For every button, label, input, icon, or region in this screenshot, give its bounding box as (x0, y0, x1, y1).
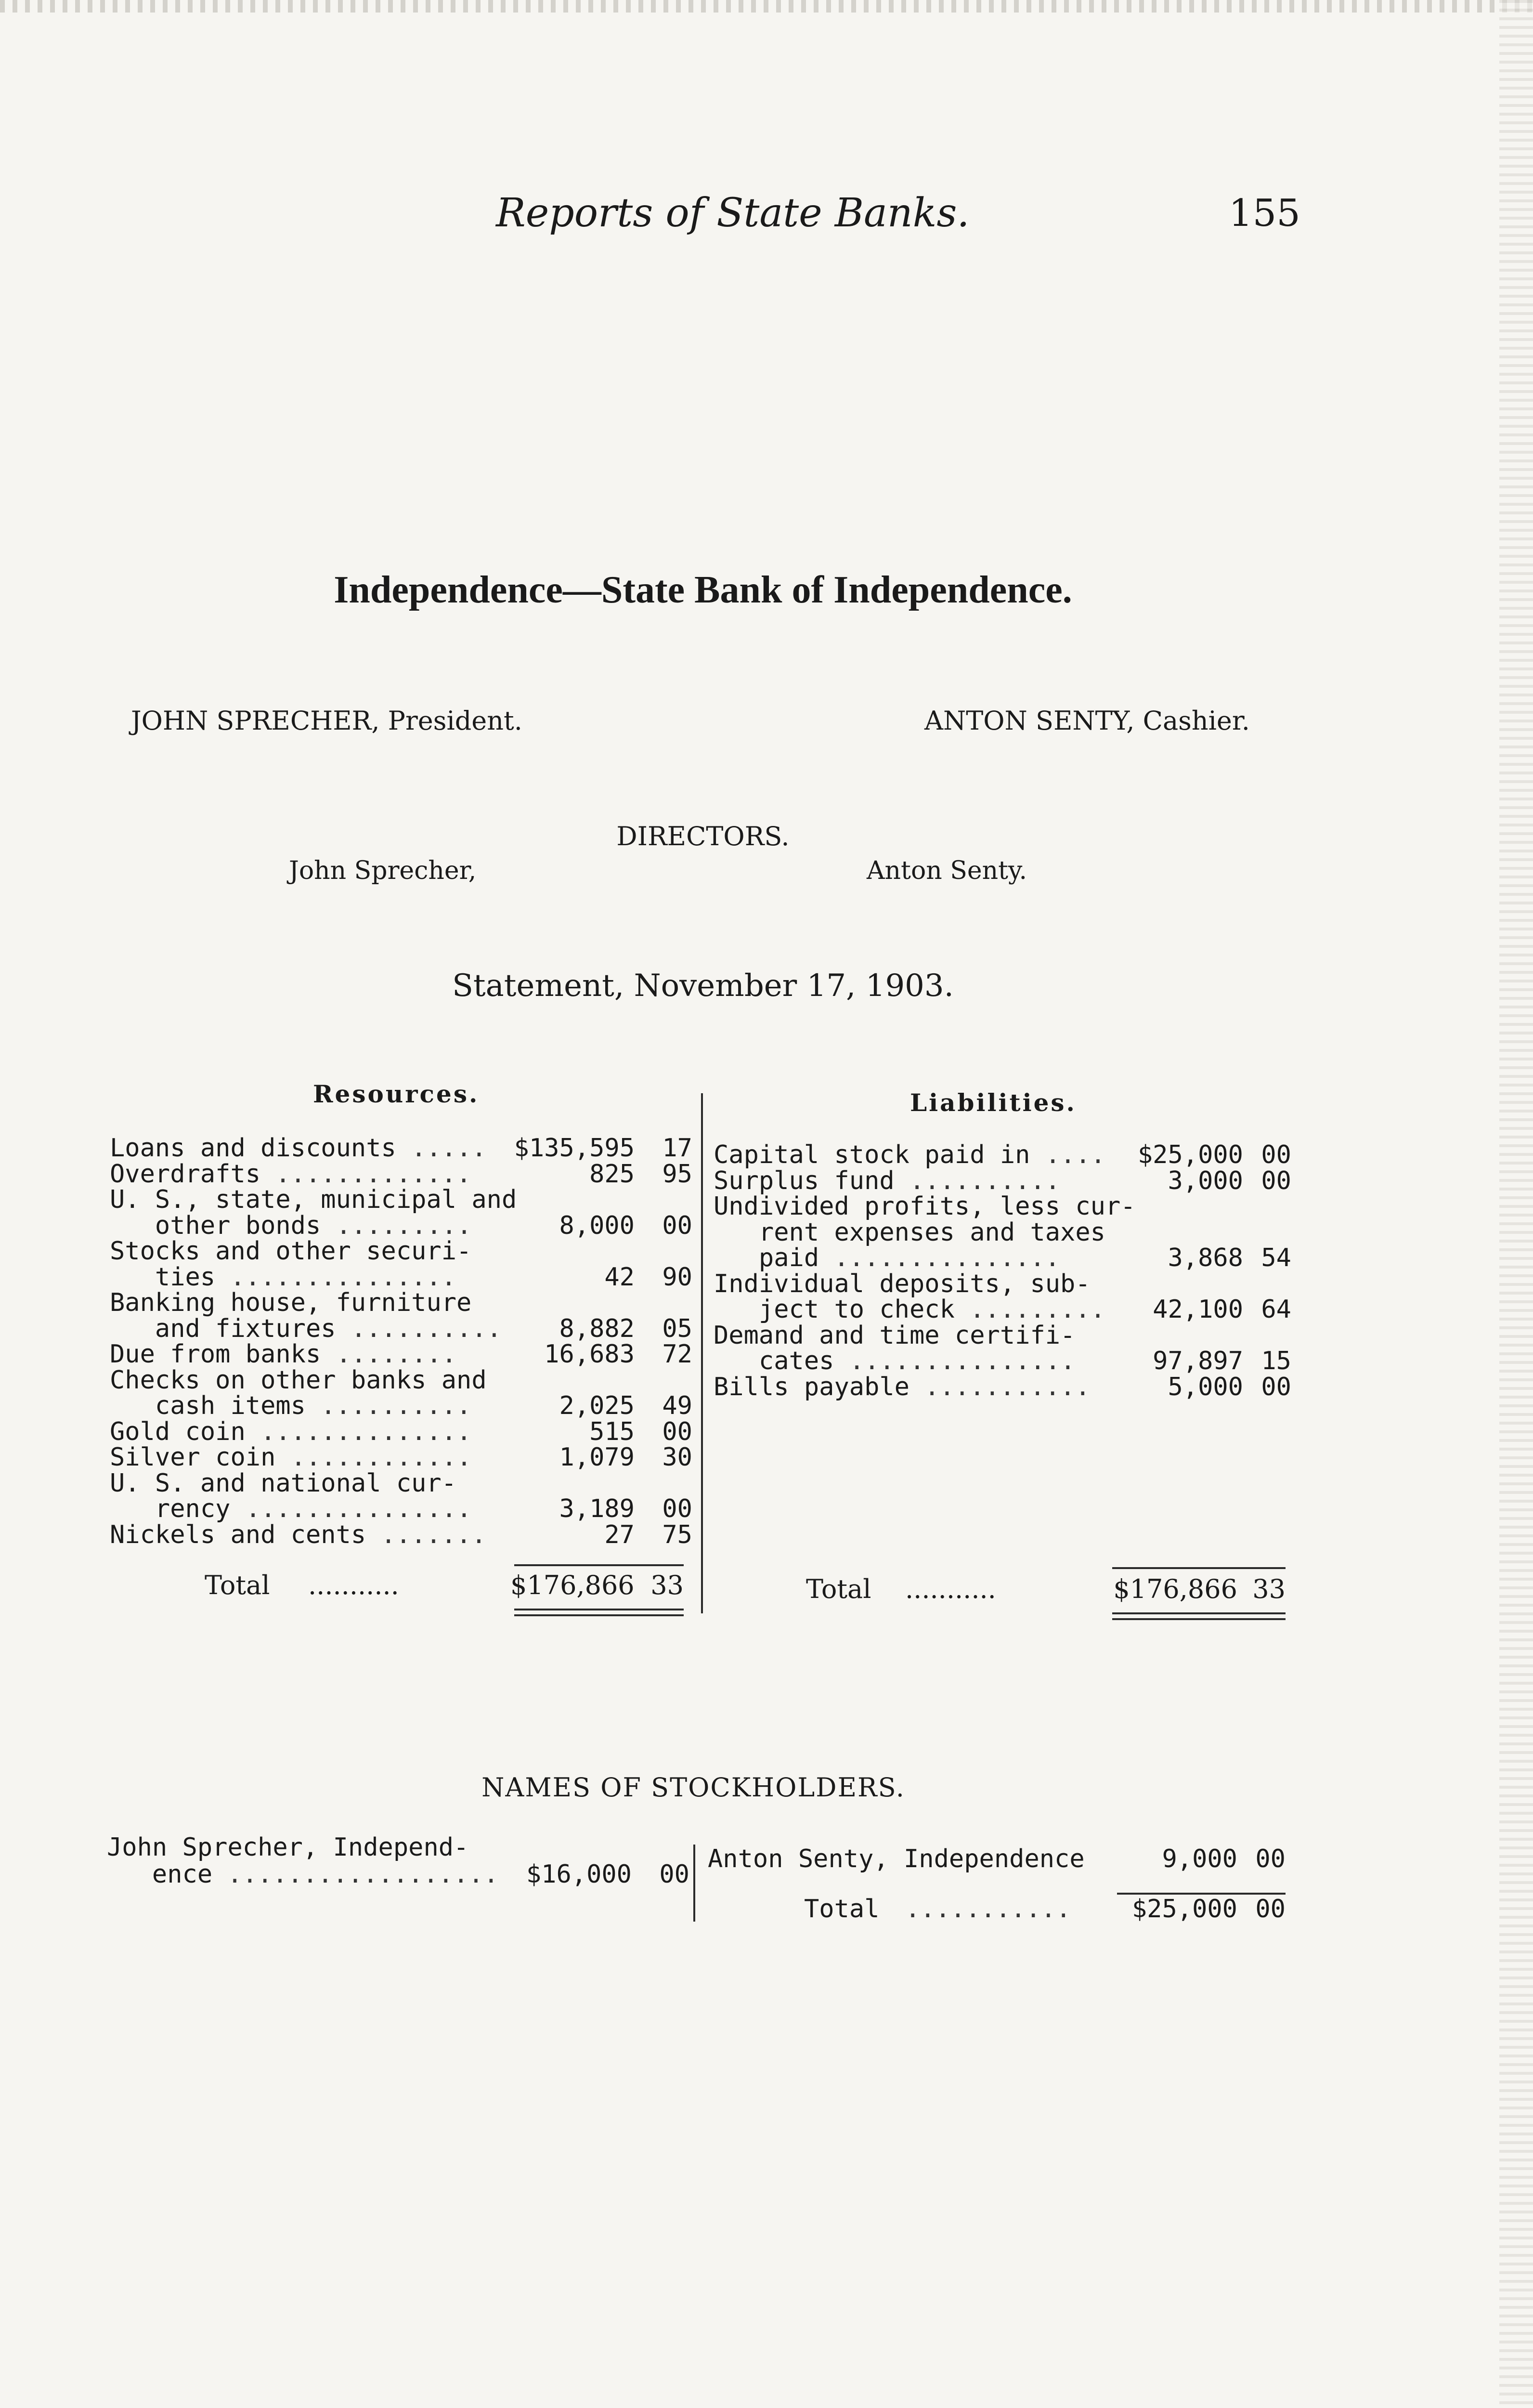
leader-dots: ............... (246, 1496, 472, 1522)
total-rule (1112, 1567, 1286, 1569)
row-amount: $135,595 (514, 1134, 635, 1163)
table-row (110, 1393, 702, 1419)
stockholder-name-cont: ence (107, 1860, 213, 1889)
table-row (110, 1522, 702, 1548)
row-amount: 97,897 (1153, 1347, 1243, 1375)
row-amount: 3,868 (1168, 1243, 1243, 1272)
row-cents: 72 (662, 1340, 692, 1369)
row-label: cates (714, 1347, 834, 1375)
president: JOHN SPRECHER, President. (131, 706, 522, 736)
row-label: ject to check (714, 1295, 955, 1324)
table-row (714, 1217, 1311, 1247)
row-label: Undivided profits, less cur- (714, 1192, 1136, 1221)
row-amount: $25,000 (1137, 1140, 1243, 1169)
double-rule (1112, 1612, 1286, 1614)
row-label: rency (110, 1494, 231, 1523)
table-row (110, 1342, 702, 1367)
table-row (714, 1374, 1311, 1400)
row-cents: 00 (1261, 1372, 1291, 1401)
row-label: Bills payable (714, 1372, 909, 1401)
stockholder-row (107, 1835, 699, 1860)
row-amount: 8,000 (559, 1211, 635, 1240)
stockholders-total-row (708, 1897, 1305, 1922)
row-cents: 05 (662, 1314, 692, 1343)
row-label: Stocks and other securi- (110, 1237, 472, 1266)
stockholder-name: Anton Senty, Independence (708, 1845, 1085, 1873)
row-amount: 5,000 (1168, 1372, 1243, 1401)
table-row (714, 1323, 1311, 1348)
table-row (110, 1496, 702, 1522)
row-label: rent expenses and taxes (714, 1217, 1105, 1247)
leader-dots: .................. (227, 1862, 499, 1887)
row-label: U. S., state, municipal and (110, 1185, 517, 1214)
liabilities-heading: Liabilities. (910, 1088, 1077, 1117)
stockholder-cents: 00 (1255, 1845, 1286, 1873)
total-amount: $176,866 (510, 1570, 635, 1600)
row-cents: 75 (662, 1520, 692, 1549)
row-label: Overdrafts (110, 1159, 261, 1189)
table-row (110, 1136, 702, 1161)
leader-dots: ........ (336, 1342, 457, 1367)
table-row (714, 1297, 1311, 1322)
stockholder-row (708, 1846, 1305, 1872)
leader-dots: ............... (834, 1245, 1060, 1271)
leader-dots: .... (1045, 1142, 1106, 1168)
row-label: Checks on other banks and (110, 1365, 487, 1395)
total-amount: $176,866 (1113, 1574, 1237, 1604)
stockholder-amount: $16,000 (526, 1860, 632, 1889)
table-row (714, 1142, 1311, 1168)
leader-dots: ............. (275, 1161, 471, 1187)
total-label: Total (205, 1570, 270, 1600)
bank-title: Independence—State Bank of Independence. (334, 569, 1072, 611)
row-label: ties (110, 1262, 216, 1292)
total-amount: $25,000 (1131, 1895, 1237, 1924)
leader-dots: ......... (336, 1213, 472, 1239)
page-edge-top (0, 0, 1533, 13)
resources-total-row (111, 1571, 689, 1600)
row-amount: 3,000 (1168, 1166, 1243, 1195)
double-rule (514, 1609, 684, 1610)
leader-dots: ......... (970, 1297, 1105, 1322)
stockholders-heading: NAMES OF STOCKHOLDERS. (481, 1772, 905, 1803)
row-amount: 825 (589, 1159, 635, 1189)
row-label: paid (714, 1243, 819, 1272)
page-number: 155 (1229, 192, 1300, 235)
stockholder-name: John Sprecher, Independ- (107, 1833, 469, 1862)
row-cents: 00 (662, 1211, 692, 1240)
stockholder-divider (693, 1845, 695, 1922)
row-cents: 00 (1261, 1166, 1291, 1195)
row-amount: 16,683 (544, 1340, 635, 1369)
leader-dots: .......... (351, 1316, 502, 1342)
leader-dots: ....... (381, 1522, 487, 1548)
leader-dots: ..... (411, 1136, 487, 1161)
row-amount: 42,100 (1153, 1295, 1243, 1324)
table-row (714, 1168, 1311, 1194)
table-row (110, 1159, 702, 1189)
table-row (110, 1187, 702, 1213)
row-cents: 54 (1261, 1243, 1291, 1272)
row-cents: 00 (662, 1417, 692, 1446)
row-label: Banking house, furniture (110, 1288, 472, 1317)
stockholder-cents: 00 (659, 1860, 689, 1889)
row-label: Nickels and cents (110, 1520, 366, 1549)
double-rule (1112, 1618, 1286, 1620)
total-dots: ........... (905, 1574, 996, 1604)
row-label: U. S. and national cur- (110, 1468, 457, 1498)
table-row (714, 1194, 1311, 1219)
leader-dots: ............ (291, 1445, 472, 1470)
row-cents: 95 (662, 1159, 692, 1189)
table-row (714, 1245, 1311, 1271)
table-row (714, 1271, 1311, 1297)
row-label: Demand and time certifi- (714, 1321, 1076, 1350)
directors-heading: DIRECTORS. (616, 821, 790, 851)
row-label: Individual deposits, sub- (714, 1269, 1091, 1298)
row-label: Loans and discounts (110, 1134, 396, 1163)
table-row (110, 1445, 702, 1470)
row-label: Due from banks (110, 1340, 321, 1369)
row-amount: 3,189 (559, 1494, 635, 1523)
row-amount: 515 (589, 1417, 635, 1446)
resources-heading: Resources. (313, 1080, 480, 1108)
row-cents: 17 (662, 1134, 692, 1163)
row-cents: 15 (1261, 1347, 1291, 1375)
leader-dots: .......... (909, 1168, 1061, 1194)
row-amount: 8,882 (559, 1314, 635, 1343)
total-cents: 33 (650, 1570, 684, 1600)
table-row (110, 1365, 702, 1395)
total-label: Total (806, 1574, 871, 1604)
table-row (110, 1316, 702, 1342)
row-amount: 2,025 (559, 1391, 635, 1420)
stockholder-row (107, 1862, 699, 1887)
row-cents: 00 (1261, 1140, 1291, 1169)
leader-dots: ............... (849, 1348, 1076, 1374)
total-cents: 33 (1252, 1574, 1286, 1604)
row-amount: 27 (604, 1520, 635, 1549)
total-label: Total (804, 1895, 880, 1924)
cashier: ANTON SENTY, Cashier. (924, 706, 1250, 736)
table-row (110, 1213, 702, 1239)
row-amount: 42 (604, 1262, 635, 1292)
table-row (110, 1419, 702, 1445)
row-label: Gold coin (110, 1417, 246, 1446)
table-row (110, 1468, 702, 1498)
row-label: cash items (110, 1391, 306, 1420)
total-cents: 00 (1255, 1895, 1286, 1924)
liabilities-total-row (799, 1575, 1305, 1604)
leader-dots: .............. (260, 1419, 472, 1445)
director-name: Anton Senty. (867, 856, 1027, 885)
row-label: Silver coin (110, 1443, 276, 1472)
row-label: Surplus fund (714, 1166, 895, 1195)
table-row (110, 1290, 702, 1316)
statement-title: Statement, November 17, 1903. (452, 968, 954, 1004)
row-label: Capital stock paid in (714, 1140, 1030, 1169)
row-label: and fixtures (110, 1314, 336, 1343)
row-cents: 49 (662, 1391, 692, 1420)
total-rule (514, 1564, 684, 1566)
page-edge-right (1499, 0, 1533, 2408)
leader-dots: ............... (230, 1264, 456, 1290)
leader-dots: .......... (321, 1393, 472, 1419)
stockholder-amount: 9,000 (1162, 1845, 1237, 1873)
row-amount: 1,079 (559, 1443, 635, 1472)
table-row (714, 1348, 1311, 1374)
row-cents: 30 (662, 1443, 692, 1472)
total-dots: ........... (308, 1570, 399, 1600)
row-cents: 64 (1261, 1295, 1291, 1324)
running-title: Reports of State Banks. (496, 190, 970, 236)
table-row (110, 1239, 702, 1264)
director-name: John Sprecher, (289, 856, 477, 885)
row-label: other bonds (110, 1211, 321, 1240)
leader-dots: ........... (924, 1374, 1091, 1400)
table-row (110, 1262, 702, 1292)
row-cents: 00 (662, 1494, 692, 1523)
row-cents: 90 (662, 1262, 692, 1292)
leader-dots: ........... (905, 1897, 1071, 1922)
double-rule (514, 1614, 684, 1616)
